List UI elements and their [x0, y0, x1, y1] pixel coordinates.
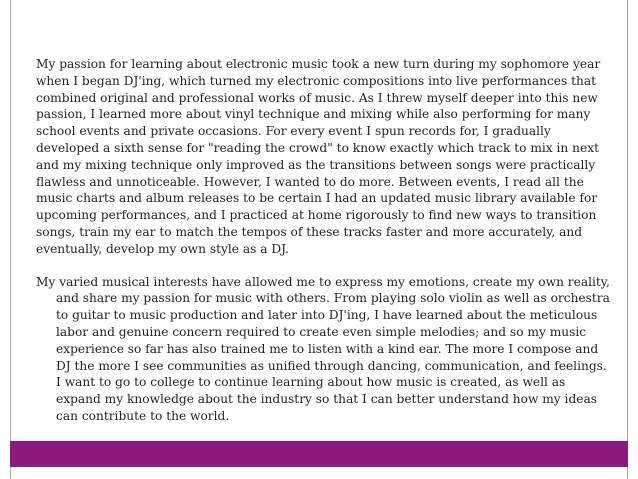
essay-paragraph-2: My varied musical interests have allowed me to express my emotions, create my own reality, and share my passion for music with others. From playing solo violin as well as orchestra to guitar to music production and later into DJ'ing, I have learned about the meticulous labor and genuine concern required to create even simple melodies; and so my music experience so far has also trained me to listen with a kind ear. The more I compose and DJ the more I see communities as unified through dancing, communication, and feelings. I want to go to college to continue learning about how music is created, as well as expand my knowledge about the industry so that I can better understand how my ideas can contribute to the world. — [36, 274, 610, 423]
essay-paragraph-1: My passion for learning about electronic music took a new turn during my sophomore year when I began DJ'ing, which turned my electronic compositions into live performances that combined original and professional works of music. As I threw myself deeper into this new passion, I learned more about vinyl technique and mixing while also performing for many school events and private occasions. For every event I spun records for, I gradually developed a sixth sense for "reading the crowd" to know exactly which track to mix in next and my mixing technique only improved as the transitions between songs were practically flawless and unnoticeable. However, I wanted to do more. Between events, I read all the music charts and album releases to be certain I had an updated music library available for upcoming performances, and I practiced at home rigorously to find new ways to transition songs, train my ear to match the tempos of these tracks faster and more accurately, and eventually, develop my own style as a DJ. — [36, 57, 601, 256]
footer-accent-bar — [10, 441, 628, 467]
essay-body — [36, 56, 611, 425]
